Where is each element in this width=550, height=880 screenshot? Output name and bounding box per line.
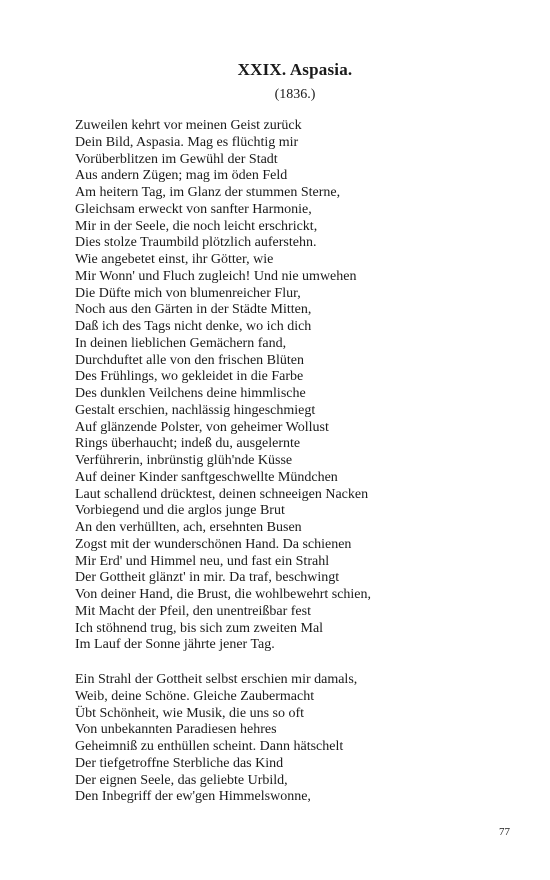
poem-line: Daß ich des Tags nicht denke, wo ich dich [75,319,312,334]
poem-line: Ein Strahl der Gottheit selbst erschien mir damals, [75,672,358,687]
poem-line: Der tiefgetroffne Sterbliche das Kind [75,755,284,771]
poem-line: In deinen lieblichen Gemächern fand, [75,335,287,351]
poem-line: Aus andern Zügen; mag im öden Feld [75,168,288,184]
poem-line: Der eignen Seele, das geliebte Urbild, [75,772,288,788]
poem-line: Dein Bild, Aspasia. Mag es flüchtig mir [75,134,299,150]
poem-title: XXIX. Aspasia. [237,60,353,79]
poem-line: Vorbiegend und die arglos junge Brut [75,503,285,519]
poem-line: Auf glänzende Polster, von geheimer Wollust [75,419,329,435]
poem-line: Den Inbegriff der ew'gen Himmelswonne, [75,789,311,805]
poem-line: Weib, deine Schöne. Gleiche Zaubermacht [75,688,315,704]
poem-line: Übt Schönheit, wie Musik, die uns so oft [75,705,305,721]
poem-line: Dies stolze Traumbild plötzlich auferstehn. [75,235,317,251]
poem-line: Durchduftet alle von den frischen Blüten [75,352,304,368]
poem-line: Des Frühlings, wo gekleidet in die Farbe [75,369,304,385]
stanza-2 [75,672,545,806]
poem-line: Geheimniß zu enthüllen scheint. Dann hätschelt [75,739,344,754]
poem-line: Der Gottheit glänzt' in mir. Da traf, beschwingt [75,570,340,586]
poem-line: Gleichsam erweckt von sanfter Harmonie, [75,201,312,217]
poem-line: Wie angebetet einst, ihr Götter, wie [75,252,274,267]
poem-line: Mir Wonn' und Fluch zugleich! Und nie umwehen [75,268,357,284]
poem-line: Mir Erd' und Himmel neu, und fast ein Strahl [75,553,330,569]
poem-line: Mir in der Seele, die noch leicht erschrickt, [75,218,318,234]
poem-line: Zogst mit der wunderschönen Hand. Da schienen [75,536,352,552]
poem-line: Im Lauf der Sonne jährte jener Tag. [75,637,275,653]
poem-line: An den verhüllten, ach, ersehnten Busen [75,520,302,535]
poem-line: Vorüberblitzen im Gewühl der Stadt [75,151,278,167]
poem-line: Auf deiner Kinder sanftgeschwellte Mündchen [75,469,338,485]
poem-line: Am heitern Tag, im Glanz der stummen Sterne, [75,185,341,200]
poem-line: Rings überhaucht; indeß du, ausgelernte [75,436,301,452]
poem-line: Gestalt erschien, nachlässig hingeschmiegt [75,402,316,418]
poem-line: Verführerin, inbrünstig glüh'nde Küsse [75,453,293,468]
poem-year: (1836.) [274,87,316,102]
poem-line: Noch aus den Gärten in der Städte Mitten, [75,302,312,318]
poem-line: Von unbekannten Paradiesen hehres [75,722,277,738]
poem-line: Ich stöhnend trug, bis sich zum zweiten Mal [75,620,324,636]
poem-line: Zuweilen kehrt vor meinen Geist zurück [75,118,302,133]
page-number: 77 [499,826,510,838]
poem-line: Laut schallend drücktest, deinen schneeigen Nacken [75,486,369,502]
poem-line: Von deiner Hand, die Brust, die wohlbewehrt schien, [75,587,372,602]
poem-line: Des dunklen Veilchens deine himmlische [75,386,306,401]
poem-line: Die Düfte mich von blumenreicher Flur, [75,285,301,301]
poem-line: Mit Macht der Pfeil, den unentreißbar fest [75,603,311,619]
stanza-1 [75,118,545,654]
